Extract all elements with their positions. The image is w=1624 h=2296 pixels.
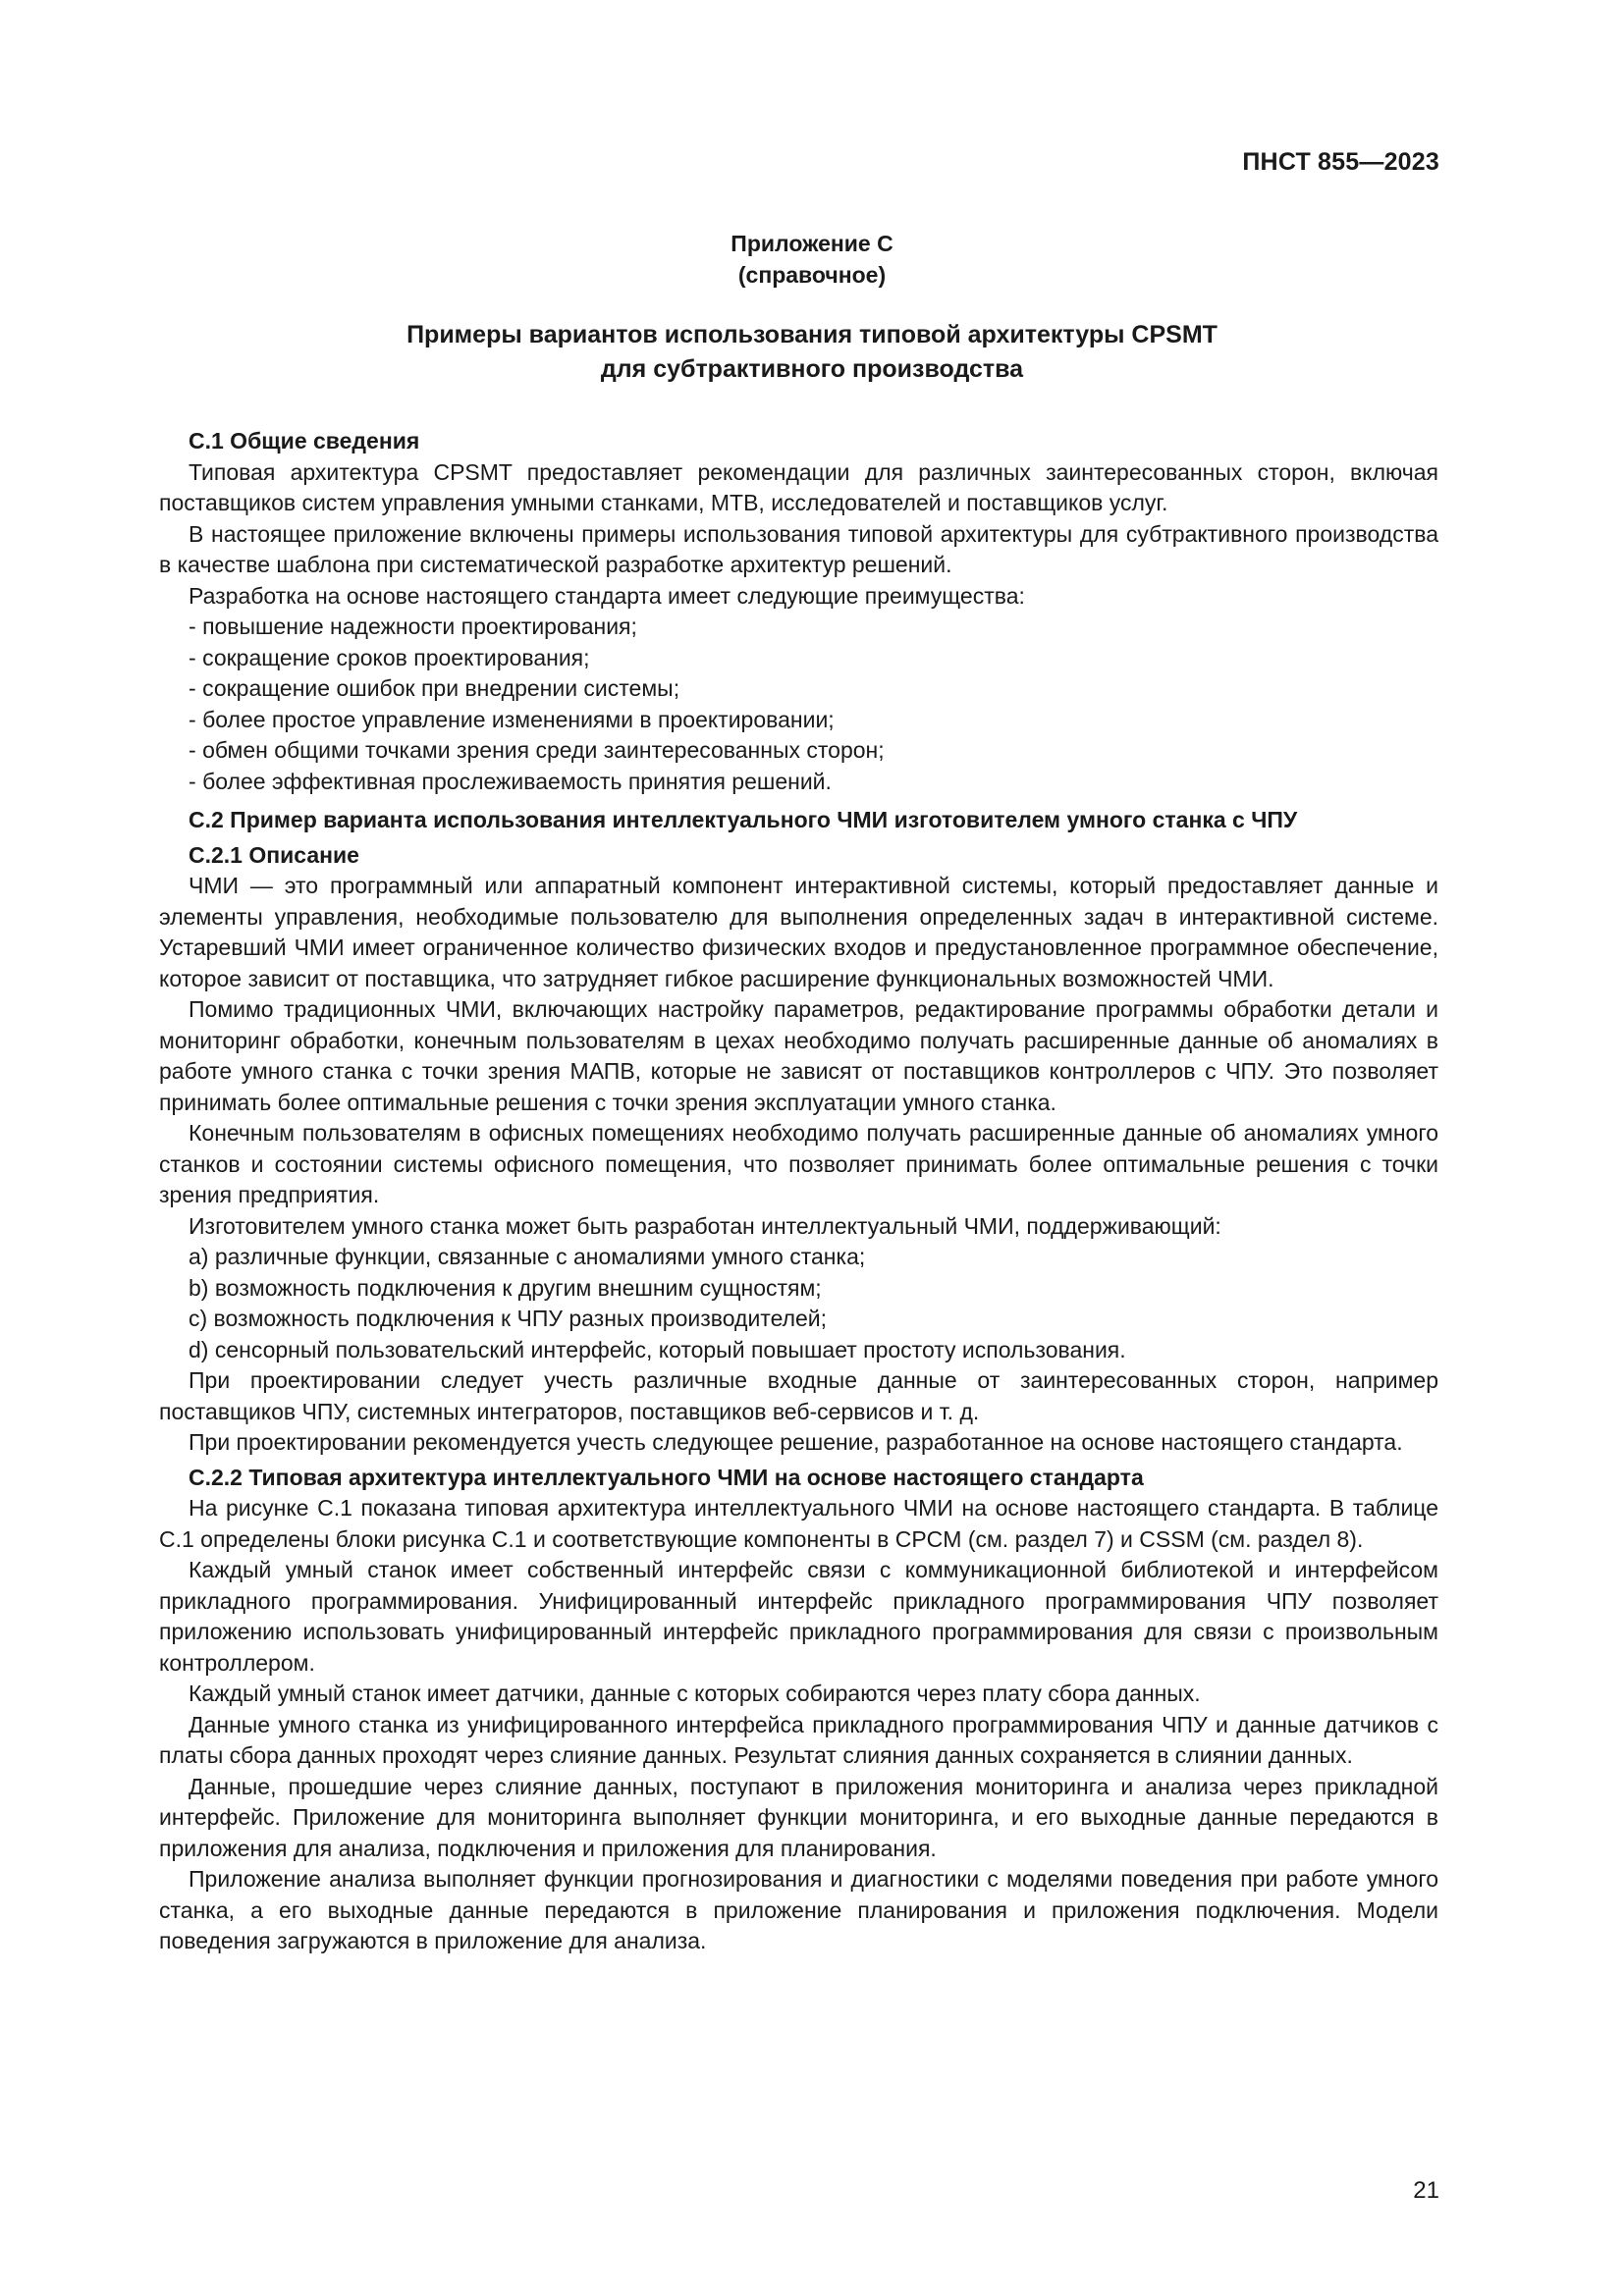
list-item: - повышение надежности проектирования; <box>159 612 1438 643</box>
paragraph: Каждый умный станок имеет собственный интерфейс связи с коммуникационной библиотекой и интерфейсом прикладного программирования. Унифицированный интерфейс прикладного программирования ЧПУ позволяет приложению использовать унифицированный интерфейс прикладного программирования для связи с произвольным контроллером. <box>159 1557 1438 1676</box>
section-c22-heading: С.2.2 Типовая архитектура интеллектуального ЧМИ на основе настоящего стандарта <box>189 1464 1144 1490</box>
list-item: a) различные функции, связанные с аномалиями умного станка; <box>189 1244 866 1269</box>
hmi-features-list <box>159 1242 1438 1365</box>
appendix-title-line-1: Примеры вариантов использования типовой архитектуры CPSMT <box>406 321 1218 348</box>
list-item: - более простое управление изменениями в проектировании; <box>159 705 1438 736</box>
paragraph: В настоящее приложение включены примеры использования типовой архитектуры для субтрактивного производства в качестве шаблона при систематической разработке архитектур решений. <box>159 520 1438 577</box>
paragraph: ЧМИ — это программный или аппаратный компонент интерактивной системы, который предоставляет данные и элементы управления, необходимые пользователю для выполнения определенных задач в интерактивной системе. Устаревший ЧМИ имеет ограниченное количество физических входов и предустановленное программное обеспечение, которое зависит от поставщика, что затрудняет гибкое расширение функциональных возможностей ЧМИ. <box>159 873 1438 991</box>
list-item: - обмен общими точками зрения среди заинтересованных сторон; <box>159 735 1438 767</box>
document-body <box>159 426 1438 1957</box>
list-item: c) возможность подключения к ЧПУ разных производителей; <box>189 1306 828 1331</box>
paragraph: Каждый умный станок имеет датчики, данные с которых собираются через плату сбора данных. <box>189 1681 1201 1706</box>
appendix-kind: (справочное) <box>737 262 887 288</box>
paragraph: Типовая архитектура CPSMT предоставляет рекомендации для различных заинтересованных сторон, включая поставщиков систем управления умными станками, МТВ, исследователей и поставщиков услуг. <box>159 458 1438 515</box>
paragraph: Конечным пользователям в офисных помещениях необходимо получать расширенные данные об аномалиях умного станков и состоянии системы офисного помещения, что позволяет принимать более оптимальные решения с точки зрения предприятия. <box>159 1120 1438 1207</box>
section-c2-heading: С.2 Пример варианта использования интеллектуального ЧМИ изготовителем умного станка с ЧПУ <box>189 807 1298 832</box>
paragraph: При проектировании рекомендуется учесть следующее решение, разработанное на основе настоящего стандарта. <box>189 1429 1403 1455</box>
appendix-title <box>0 318 1624 387</box>
list-item: - более эффективная прослеживаемость принятия решений. <box>159 767 1438 798</box>
paragraph: При проектировании следует учесть различные входные данные от заинтересованных сторон, например поставщиков ЧПУ, системных интеграторов, поставщиков веб-сервисов и т. д. <box>159 1367 1438 1424</box>
paragraph: Приложение анализа выполняет функции прогнозирования и диагностики с моделями поведения при работе умного станка, а его выходные данные передаются в приложение планирования и приложения подключения. Модели поведения загружаются в приложение для анализа. <box>159 1866 1438 1953</box>
list-item: d) сенсорный пользовательский интерфейс, который повышает простоту использования. <box>189 1336 1126 1362</box>
appendix-heading <box>0 228 1624 291</box>
list-item: - сокращение сроков проектирования; <box>159 643 1438 674</box>
list-item: - сокращение ошибок при внедрении системы; <box>159 673 1438 705</box>
document-code: ПНСТ 855—2023 <box>1242 148 1439 176</box>
paragraph: Изготовителем умного станка может быть разработан интеллектуальный ЧМИ, поддерживающий: <box>189 1212 1221 1239</box>
appendix-title-line-2: для субтрактивного производства <box>600 355 1024 383</box>
list-item: b) возможность подключения к другим внешним сущностям; <box>189 1274 822 1301</box>
paragraph: Разработка на основе настоящего стандарта имеет следующие преимущества: <box>189 582 1025 609</box>
paragraph: Данные, прошедшие через слияние данных, поступают в приложения мониторинга и анализа через прикладной интерфейс. Приложение для мониторинга выполняет функции мониторинга, и его выходные данные передаются в приложения для анализа, подключения и приложения для планирования. <box>159 1773 1438 1861</box>
paragraph: На рисунке С.1 показана типовая архитектура интеллектуального ЧМИ на основе настоящего стандарта. В таблице С.1 определены блоки рисунка С.1 и соответствующие компоненты в CPCM (см. раздел 7) и CSSM (см. раздел 8). <box>159 1495 1438 1552</box>
page-number: 21 <box>1413 2177 1439 2204</box>
paragraph: Данные умного станка из унифицированного интерфейса прикладного программирования ЧПУ и данные датчиков с платы сбора данных проходят через слияние данных. Результат слияния данных сохраняется в слиянии данных. <box>159 1711 1438 1768</box>
benefits-list <box>159 612 1438 797</box>
paragraph: Помимо традиционных ЧМИ, включающих настройку параметров, редактирование программы обработки детали и мониторинг обработки, конечным пользователям в цехах необходимо получать расширенные данные об аномалиях в работе умного станка с точки зрения МАПВ, которые не зависят от поставщиков контроллеров с ЧПУ. Это позволяет принимать более оптимальные решения с точки зрения эксплуатации умного станка. <box>159 996 1438 1115</box>
section-c21-heading: С.2.1 Описание <box>189 841 359 868</box>
section-c1-heading: С.1 Общие сведения <box>189 428 420 454</box>
appendix-label: Приложение С <box>731 231 893 256</box>
